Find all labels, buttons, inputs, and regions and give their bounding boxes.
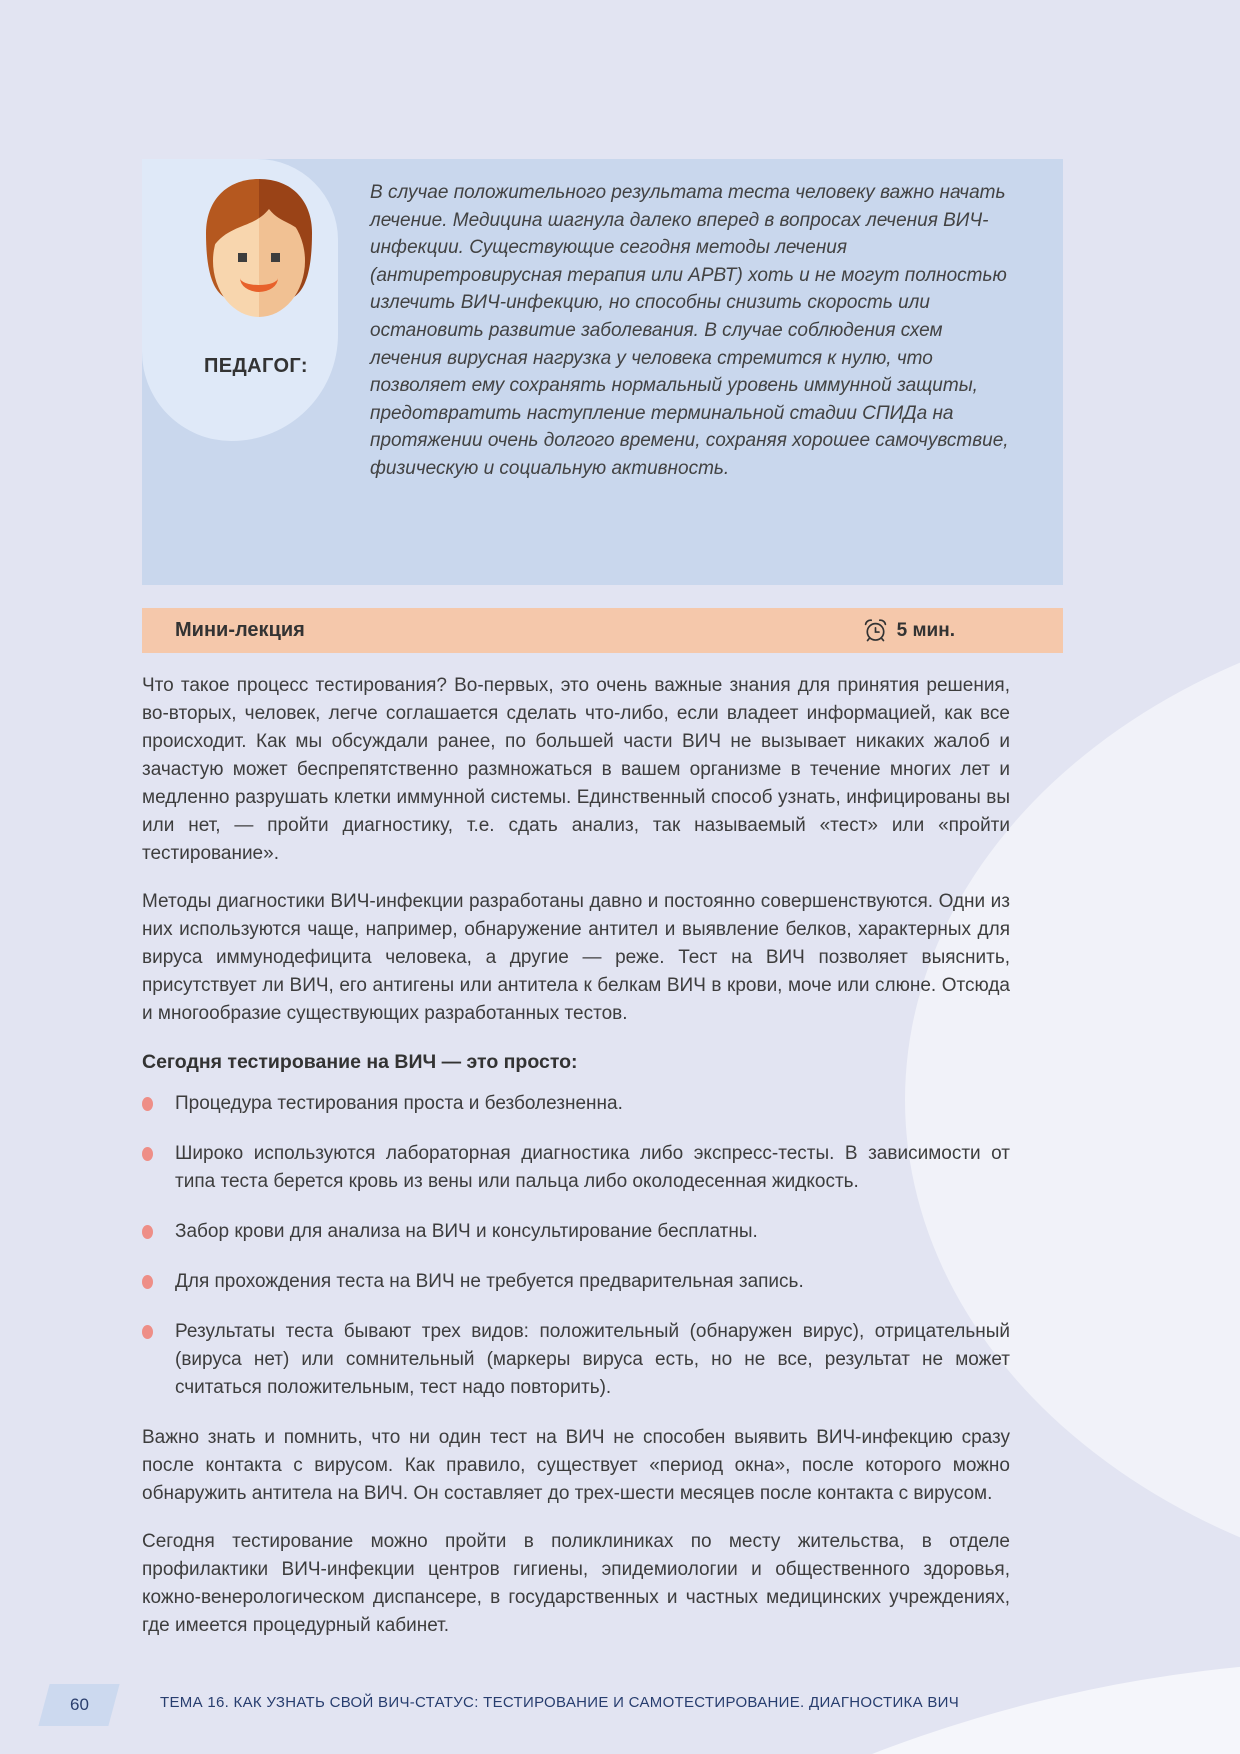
list-item (142, 1090, 1010, 1118)
list-item-text: Результаты теста бывают трех видов: положительный (обнаружен вирус), отрицательный (вируса нет) или сомнительный (маркеры вируса есть, но не все, результат не может считаться положительным, тест надо повторить). (175, 1321, 1010, 1398)
duration-text: 5 мин. (896, 619, 955, 641)
paragraph: Сегодня тестирование можно пройти в поликлиниках по месту жительства, в отделе профилактики ВИЧ-инфекции центров гигиены, эпидемиологии и общественного здоровья, кожно-венерологическом диспансере, в государственных и частных медицинских учреждениях, где имеется процедурный кабинет. (142, 1531, 1010, 1636)
mini-lecture-banner (142, 608, 1063, 653)
duration-block (862, 608, 955, 653)
list-item-text: Забор крови для анализа на ВИЧ и консультирование бесплатны. (175, 1221, 758, 1242)
teacher-speech-text: В случае положительного результата теста человеку важно начать лечение. Медицина шагнула далеко вперед в вопросах лечения ВИЧ-инфекции. Существующие сегодня методы лечения (антиретровирусная терапия или АРВТ) хоть и не могут полностью излечить ВИЧ-инфекцию, но способны снизить скорость или остановить развитие заболевания. В случае соблюдения схем лечения вирусная нагрузка у человека стремится к нулю, что позволяет ему сохранять нормальный уровень иммунной защиты, предотвратить наступление терминальной стадии СПИДа на протяжении очень долгого времени, сохраняя хорошее самочувствие, физическую и социальную активность. (370, 182, 1009, 479)
lecture-body (142, 672, 1010, 1660)
bullet-dot-icon (142, 1225, 153, 1239)
paragraph: Методы диагностики ВИЧ-инфекции разработаны давно и постоянно совершенствуются. Одни из них используются чаще, например, обнаружение антител и выявление белков, характерных для вируса иммунодефицита человека, а другие — реже. Тест на ВИЧ позволяет выяснить, присутствует ли ВИЧ, его антигены или антитела к белкам ВИЧ в крови, моче или слюне. Отсюда и многообразие существующих разработанных тестов. (142, 891, 1010, 1024)
list-item-text: Для прохождения теста на ВИЧ не требуется предварительная запись. (175, 1271, 804, 1292)
list-item (142, 1218, 1010, 1246)
list-item (142, 1318, 1010, 1402)
paragraph: Важно знать и помнить, что ни один тест на ВИЧ не способен выявить ВИЧ-инфекцию сразу после контакта с вирусом. Как правило, существует «период окна», после которого можно обнаружить антитела на ВИЧ. Он составляет до трех-шести месяцев после контакта с вирусом. (142, 1427, 1010, 1504)
bullet-dot-icon (142, 1097, 153, 1111)
list-item (142, 1268, 1010, 1296)
teacher-speech-box (142, 159, 1063, 585)
list-item (142, 1140, 1010, 1196)
paragraph: Что такое процесс тестирования? Во-первых, это очень важные знания для принятия решения, во-вторых, человек, легче соглашается сделать что-либо, если владеет информацией, как все происходит. Как мы обсуждали ранее, по большей части ВИЧ не вызывает никаких жалоб и зачастую может беспрепятственно размножаться в вашем организме в течение многих лет и медленно разрушать клетки иммунной системы. Единственный способ узнать, инфицированы вы или нет, — пройти диагностику, т.е. сдать анализ, так называемый «тест» или «пройти тестирование». (142, 675, 1010, 864)
bullet-dot-icon (142, 1275, 153, 1289)
bullet-dot-icon (142, 1325, 153, 1339)
page-footer (0, 1682, 1240, 1728)
teacher-avatar-icon (194, 177, 324, 332)
page-number: 60 (69, 1695, 89, 1714)
list-item-text: Широко используются лабораторная диагностика либо экспресс-тесты. В зависимости от типа теста берется кровь из вены или пальца либо околодесенная жидкость. (175, 1143, 1010, 1192)
list-heading: Сегодня тестирование на ВИЧ — это просто: (142, 1051, 578, 1073)
bullet-list (142, 1090, 1010, 1402)
banner-title: Мини-лекция (175, 619, 305, 641)
teacher-label: ПЕДАГОГ: (204, 355, 308, 377)
bullet-dot-icon (142, 1147, 153, 1161)
footer-title: ТЕМА 16. КАК УЗНАТЬ СВОЙ ВИЧ-СТАТУС: ТЕСТИРОВАНИЕ И САМОТЕСТИРОВАНИЕ. ДИАГНОСТИКА ВИЧ (160, 1694, 960, 1711)
page-number-badge (38, 1684, 119, 1726)
alarm-clock-icon (862, 617, 889, 644)
list-item-text: Процедура тестирования проста и безболезненна. (175, 1093, 623, 1114)
teacher-avatar-column (142, 159, 370, 585)
